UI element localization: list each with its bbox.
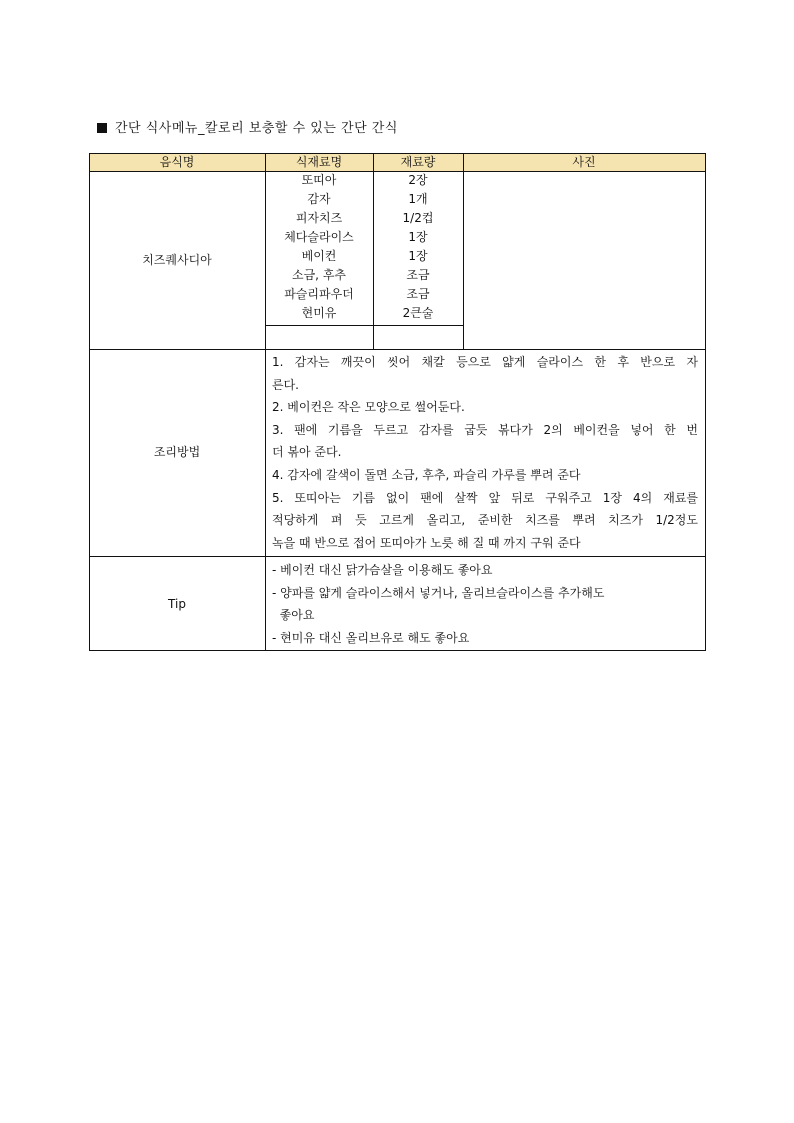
method-label: 조리방법 <box>153 445 201 459</box>
divider <box>89 349 706 350</box>
divider <box>265 325 463 326</box>
method-line: 녹을 때 반으로 접어 또띠아가 노릇 해 질 때 까지 구워 준다 <box>272 535 581 550</box>
ingredient-name: 베이컨 <box>301 249 337 263</box>
divider <box>89 153 706 154</box>
header-amount: 재료량 <box>400 155 436 169</box>
section-title <box>97 117 398 136</box>
ingredient-amount: 1개 <box>408 192 428 206</box>
tip-label: Tip <box>168 597 186 611</box>
divider <box>705 153 706 651</box>
tip-line: - 현미유 대신 올리브유로 해도 좋아요 <box>272 630 470 645</box>
method-line: 적당하게 펴 듯 고르게 올리고, 준비한 치즈를 뿌려 치즈가 1/2정도 <box>272 513 698 528</box>
method-line: 1. 감자는 깨끗이 씻어 채칼 등으로 얇게 슬라이스 한 후 반으로 자 <box>272 355 698 369</box>
tip-line: - 양파를 얇게 슬라이스해서 넣거나, 올리브슬라이스를 추가해도 <box>272 585 605 600</box>
ingredient-name: 현미유 <box>301 306 337 320</box>
method-line: 5. 또띠아는 기름 없이 팬에 살짝 앞 뒤로 구워주고 1장 4의 재료를 <box>272 490 698 505</box>
tip-line: 좋아요 <box>272 608 315 623</box>
ingredient-amount: 1장 <box>408 230 428 244</box>
method-line: 4. 감자에 갈색이 돌면 소금, 후추, 파슬리 가루를 뿌려 준다 <box>272 468 581 482</box>
tip-line: - 베이컨 대신 닭가슴살을 이용해도 좋아요 <box>272 563 493 577</box>
method-line: 더 볶아 준다. <box>272 445 342 460</box>
ingredient-name: 소금, 후추 <box>292 268 346 282</box>
ingredient-amount: 1장 <box>408 249 428 263</box>
ingredient-name: 또띠아 <box>301 173 337 187</box>
ingredient-amount: 2큰술 <box>402 306 434 320</box>
divider <box>89 556 706 557</box>
ingredient-name: 감자 <box>307 192 331 206</box>
ingredient-name: 파슬리파우더 <box>284 287 354 301</box>
divider <box>463 153 464 349</box>
ingredient-name: 피자치즈 <box>295 211 343 225</box>
header-food-name: 음식명 <box>159 155 195 169</box>
divider <box>89 650 706 651</box>
ingredient-amount: 2장 <box>408 173 428 187</box>
square-bullet-icon <box>97 123 107 133</box>
divider <box>89 153 90 651</box>
ingredient-amount: 조금 <box>406 287 430 301</box>
header-photo: 사진 <box>572 155 596 169</box>
section-title-text: 간단 식사메뉴_칼로리 보충할 수 있는 간단 간식 <box>115 121 398 136</box>
ingredient-amount: 조금 <box>406 268 430 282</box>
method-line: 3. 팬에 기름을 두르고 감자를 굽듯 볶다가 2의 베이컨을 넣어 한 번 <box>272 422 698 437</box>
method-line: 2. 베이컨은 작은 모양으로 썰어둔다. <box>272 400 465 415</box>
ingredient-amount: 1/2컵 <box>402 211 434 225</box>
ingredient-name: 체다슬라이스 <box>284 230 354 244</box>
food-name: 치즈퀘사디아 <box>142 253 212 267</box>
method-line: 른다. <box>272 377 299 392</box>
header-ingredient: 식재료명 <box>295 155 343 169</box>
